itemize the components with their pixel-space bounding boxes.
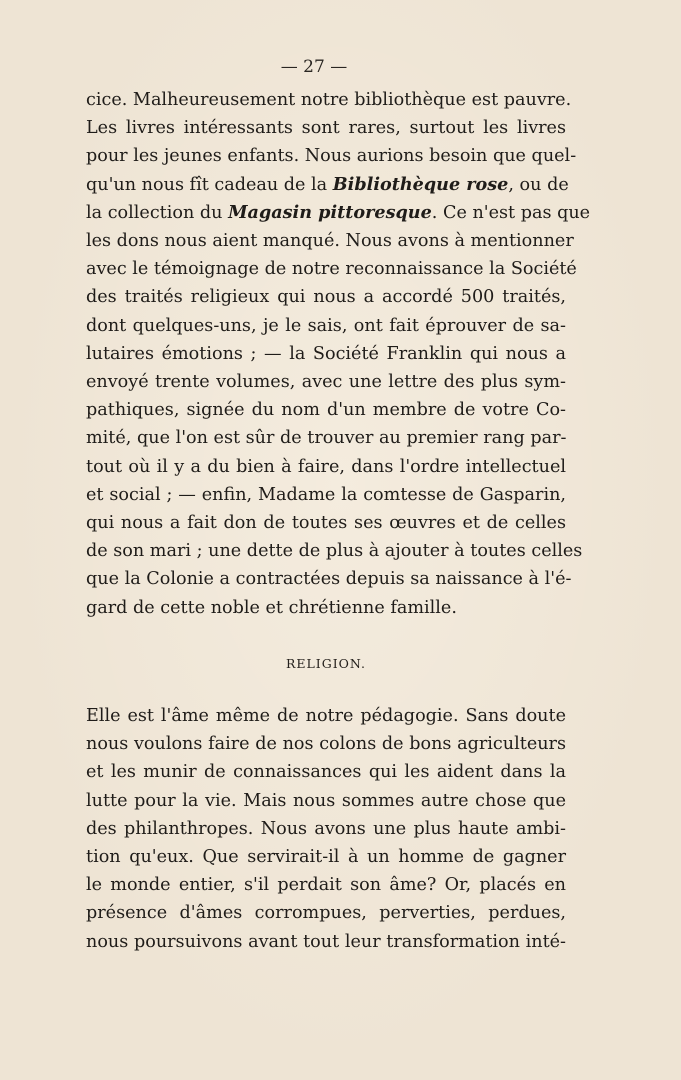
italic-title: Magasin pittoresque [228, 201, 432, 223]
text-line: que la Colonie a contractées depuis sa naissance à l'é- [86, 569, 572, 590]
page-number: — 27 — [280, 57, 348, 77]
text-line: de son mari ; une dette de plus à ajouter à toutes celles [86, 541, 583, 562]
text-line: lutte pour la vie. Mais nous sommes autre chose que [86, 790, 566, 811]
text-line: envoyé trente volumes, avec une lettre des plus sym- [86, 372, 566, 393]
text-line: avec le témoignage de notre reconnaissance la Société [86, 259, 577, 280]
paragraph-religion [86, 702, 566, 956]
text-line: mité, que l'on est sûr de trouver au premier rang par- [86, 428, 567, 449]
paragraph-library [86, 86, 591, 622]
text-line: la collection du Magasin pittoresque. Ce n'est pas que [86, 201, 591, 223]
text-line: le monde entier, s'il perdait son âme? Or, placés en [86, 875, 566, 896]
text-line: et les munir de connaissances qui les aident dans la [86, 762, 566, 783]
text-line: lutaires émotions ; — la Société Franklin qui nous a [86, 343, 566, 364]
text-line: nous voulons faire de nos colons de bons agriculteurs [86, 734, 566, 755]
text-line: et social ; — enfin, Madame la comtesse de Gasparin, [86, 484, 566, 505]
text-line: qu'un nous fît cadeau de la Bibliothèque rose, ou de [86, 173, 569, 195]
text-line: pathiques, signée du nom d'un membre de votre Co- [86, 400, 566, 421]
text-line: tion qu'eux. Que servirait-il à un homme de gagner [86, 847, 566, 868]
text-line: des traités religieux qui nous a accordé 500 traités, [86, 287, 566, 308]
text-line: des philanthropes. Nous avons une plus haute ambi- [86, 818, 566, 839]
text-line: présence d'âmes corrompues, perverties, perdues, [86, 903, 566, 924]
italic-title: Bibliothèque rose [332, 173, 509, 195]
text-line: gard de cette noble et chrétienne famille. [86, 597, 457, 618]
text-line: les dons nous aient manqué. Nous avons à mentionner [86, 231, 574, 252]
text-line: cice. Malheureusement notre bibliothèque est pauvre. [86, 90, 572, 110]
section-heading: RELIGION. [285, 656, 367, 671]
text-line: nous poursuivons avant tout leur transformation inté- [86, 931, 566, 952]
text-line: Les livres intéressants sont rares, surtout les livres [86, 118, 566, 139]
text-line: Elle est l'âme même de notre pédagogie. Sans doute [86, 706, 566, 726]
text-line: dont quelques-uns, je le sais, ont fait éprouver de sa- [86, 315, 566, 336]
text-line: pour les jeunes enfants. Nous aurions besoin que quel- [86, 146, 577, 167]
text-line: tout où il y a du bien à faire, dans l'ordre intellectuel [86, 456, 566, 477]
text-line: qui nous a fait don de toutes ses œuvres et de celles [86, 513, 566, 534]
